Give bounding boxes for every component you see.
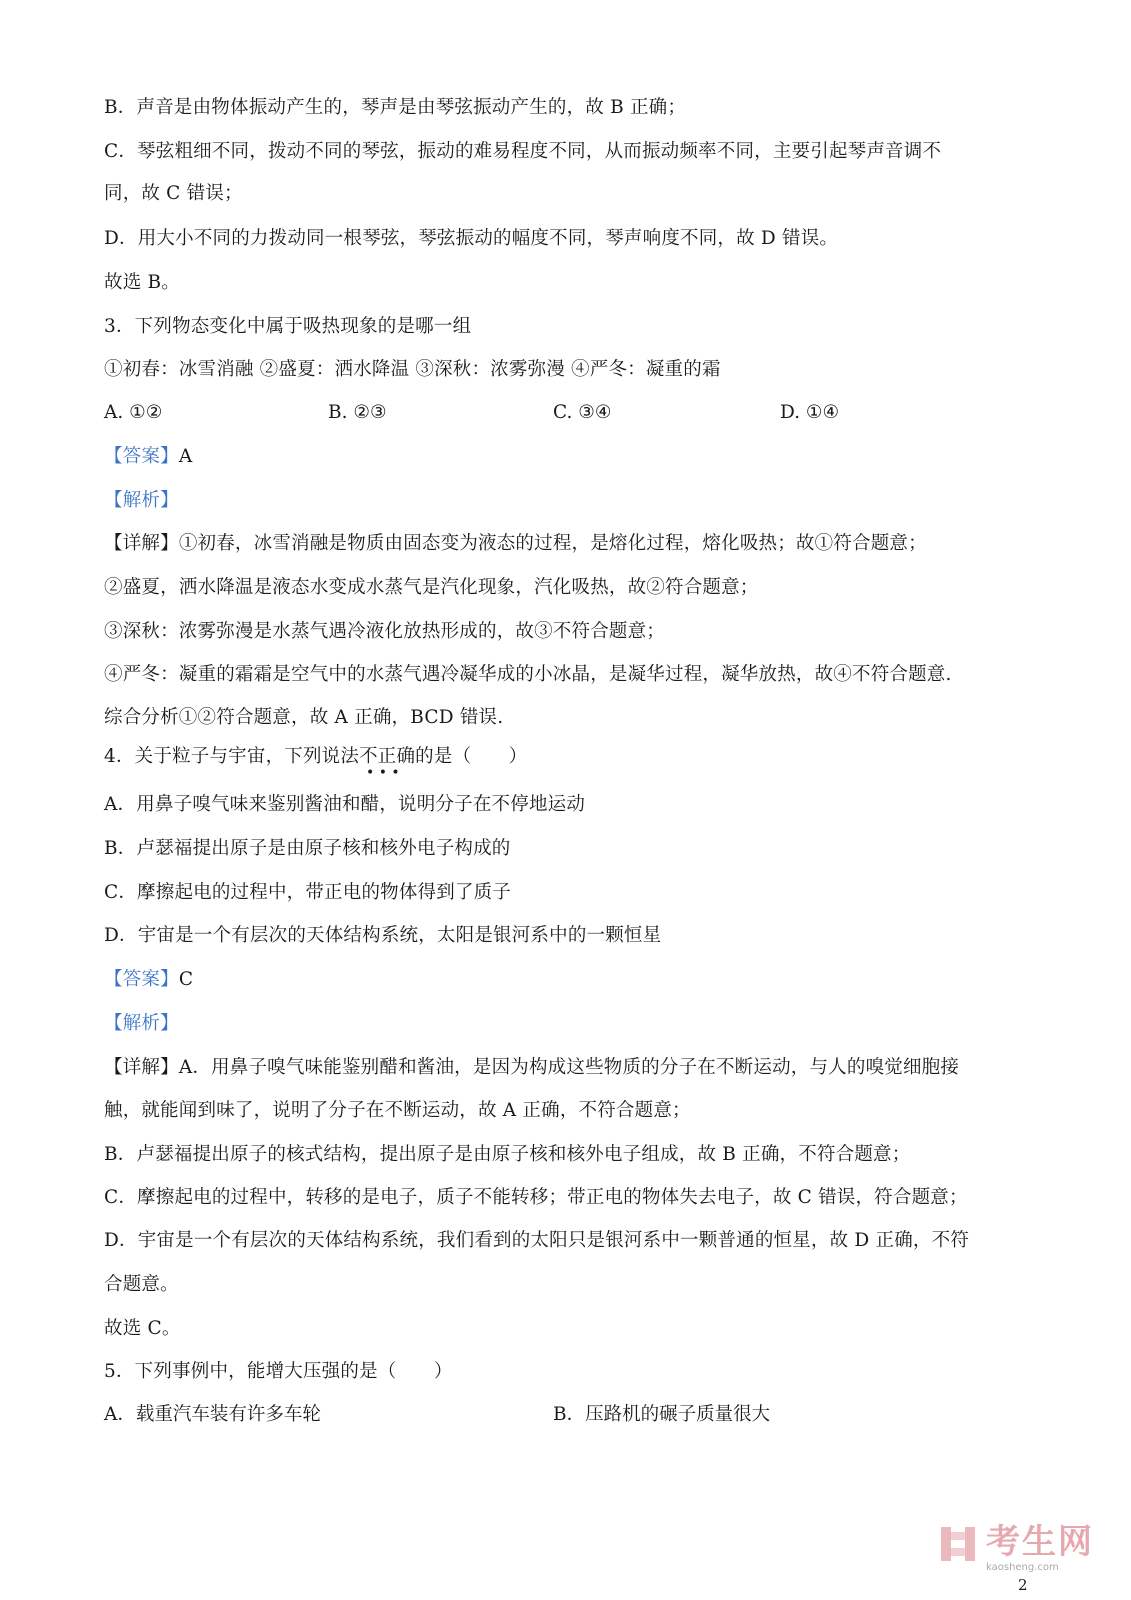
analysis-tag: 【解析】 bbox=[104, 1013, 179, 1034]
q3-detail-line4: ④严冬：凝重的霜霜是空气中的水蒸气遇冷凝华成的小冰晶，是凝华过程，凝华放热，故④不符合题意. bbox=[104, 664, 952, 685]
q3-detail-line5: 综合分析①②符合题意，故 A 正确，BCD 错误. bbox=[104, 707, 504, 728]
q3-detail-line1 bbox=[104, 531, 927, 557]
detail-text: ①初春，冰雪消融是物质由固态变为液态的过程，是熔化过程，熔化吸热；故①符合题意； bbox=[178, 533, 927, 554]
answer-value: C bbox=[178, 969, 194, 990]
q3-analysis bbox=[104, 488, 179, 514]
q5-option-a: A．载重汽车装有许多车轮 bbox=[104, 1404, 321, 1425]
watermark-brand: 考生网 bbox=[986, 1522, 1094, 1562]
q5-option-b: B．压路机的碾子质量很大 bbox=[553, 1404, 771, 1425]
answer-value: A bbox=[178, 446, 193, 467]
q3-detail-line2: ②盛夏，洒水降温是液态水变成水蒸气是汽化现象，汽化吸热，故②符合题意； bbox=[104, 577, 759, 598]
q4-stem: 4．关于粒子与宇宙，下列说法不正确的是（ ） bbox=[104, 746, 528, 767]
watermark-url: kaosheng.com bbox=[986, 1562, 1059, 1573]
watermark bbox=[940, 1524, 1110, 1580]
q2-option-d-explanation: D．用大小不同的力拨动同一根琴弦，琴弦振动的幅度不同，琴声响度不同，故 D 错误。 bbox=[104, 228, 839, 249]
q4-detail-line4: C．摩擦起电的过程中，转移的是电子，质子不能转移；带正电的物体失去电子，故 C 错误，符合题意； bbox=[104, 1187, 968, 1208]
q3-detail-line3: ③深秋：浓雾弥漫是水蒸气遇冷液化放热形成的，故③不符合题意； bbox=[104, 621, 666, 642]
q3-items: ①初春：冰雪消融 ②盛夏：洒水降温 ③深秋：浓雾弥漫 ④严冬：凝重的霜 bbox=[104, 359, 721, 380]
detail-tag: 【详解】 bbox=[104, 1057, 179, 1078]
q2-option-c-explanation-line2: 同，故 C 错误； bbox=[104, 183, 243, 204]
q4-emphasis-dots: • • • bbox=[366, 765, 400, 781]
answer-tag: 【答案】 bbox=[104, 446, 179, 467]
q4-conclusion: 故选 C。 bbox=[104, 1318, 181, 1339]
q2-option-c-explanation-line1: C．琴弦粗细不同，拨动不同的琴弦，振动的难易程度不同，从而振动频率不同，主要引起琴声音调不 bbox=[104, 141, 942, 162]
q4-detail-line2: 触，就能闻到味了，说明了分子在不断运动，故 A 正确，不符合题意； bbox=[104, 1100, 691, 1121]
q4-detail-line6: 合题意。 bbox=[104, 1274, 179, 1295]
q4-detail-line1 bbox=[104, 1055, 959, 1081]
q4-detail-line3: B．卢瑟福提出原子的核式结构，提出原子是由原子核和核外电子组成，故 B 正确，不符合题意； bbox=[104, 1144, 911, 1165]
q5-stem: 5．下列事例中，能增大压强的是（ ） bbox=[104, 1361, 453, 1382]
detail-text: A．用鼻子嗅气味能鉴别醋和酱油，是因为构成这些物质的分子在不断运动，与人的嗅觉细胞接 bbox=[178, 1057, 960, 1078]
q4-option-b: B．卢瑟福提出原子是由原子核和核外电子构成的 bbox=[104, 838, 511, 859]
q3-answer bbox=[104, 444, 192, 470]
answer-tag: 【答案】 bbox=[104, 969, 179, 990]
page-number: 2 bbox=[1018, 1576, 1028, 1594]
q4-option-c: C．摩擦起电的过程中，带正电的物体得到了质子 bbox=[104, 882, 512, 903]
q3-option-b: B. ②③ bbox=[328, 402, 387, 423]
q2-conclusion: 故选 B。 bbox=[104, 272, 180, 293]
q4-answer bbox=[104, 967, 193, 993]
q3-option-d: D. ①④ bbox=[780, 402, 840, 423]
watermark-logo-icon bbox=[940, 1526, 976, 1562]
q3-option-a: A. ①② bbox=[104, 402, 163, 423]
q4-option-d: D．宇宙是一个有层次的天体结构系统，太阳是银河系中的一颗恒星 bbox=[104, 925, 662, 946]
q4-detail-line5: D．宇宙是一个有层次的天体结构系统，我们看到的太阳只是银河系中一颗普通的恒星，故 D 正确，不符 bbox=[104, 1230, 970, 1251]
q2-option-b-explanation: B．声音是由物体振动产生的，琴声是由琴弦振动产生的，故 B 正确； bbox=[104, 97, 687, 118]
detail-tag: 【详解】 bbox=[104, 533, 179, 554]
q3-option-c: C. ③④ bbox=[553, 402, 612, 423]
q4-analysis bbox=[104, 1011, 179, 1037]
q3-stem: 3．下列物态变化中属于吸热现象的是哪一组 bbox=[104, 316, 472, 337]
q4-option-a: A．用鼻子嗅气味来鉴别酱油和醋，说明分子在不停地运动 bbox=[104, 794, 586, 815]
analysis-tag: 【解析】 bbox=[104, 490, 179, 511]
